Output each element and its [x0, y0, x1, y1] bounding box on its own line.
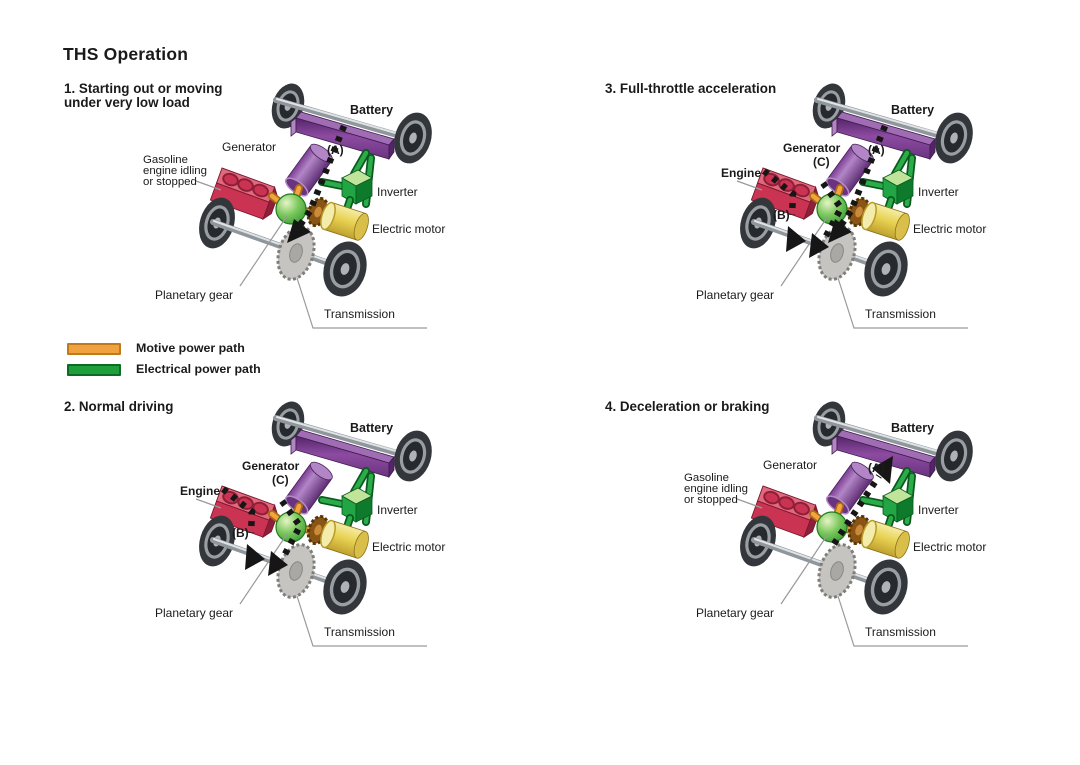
label-battery: Battery: [350, 103, 394, 117]
legend: [67, 341, 327, 383]
label-battery: Battery: [891, 421, 935, 435]
label-battery: Battery: [350, 421, 394, 435]
label-electric-motor: Electric motor: [372, 540, 446, 554]
label-path-a: (A): [327, 143, 344, 157]
label-electric-motor: Electric motor: [372, 222, 446, 236]
powertrain-diagram: [541, 318, 1080, 653]
label-battery: Battery: [891, 103, 935, 117]
legend-electrical-row: [67, 362, 327, 383]
label-electric-motor: Electric motor: [913, 222, 987, 236]
label-transmission: Transmission: [865, 625, 936, 639]
label-generator: Generator: [763, 458, 818, 472]
label-generator: Generator: [222, 140, 277, 154]
label-engine: Engine: [721, 166, 762, 180]
panel-1-starting-out: [0, 0, 539, 321]
panel-heading-line1: 1. Starting out or moving: [64, 81, 223, 96]
panel-heading: 4. Deceleration or braking: [605, 399, 770, 414]
label-generator: Generator: [242, 459, 300, 473]
label-planetary-gear: Planetary gear: [696, 288, 775, 302]
panel-heading: [64, 82, 222, 110]
label-path-b: (B): [773, 208, 790, 222]
panel-heading-line2: under very low load: [64, 95, 190, 110]
label-path-a: (A): [868, 143, 885, 157]
powertrain-diagram: [0, 0, 539, 335]
label-inverter: Inverter: [377, 503, 418, 517]
label-transmission: Transmission: [324, 625, 395, 639]
label-planetary-gear: Planetary gear: [696, 606, 775, 620]
label-inverter: Inverter: [918, 185, 959, 199]
panel-3-full-throttle: [541, 0, 1080, 321]
motive-power-swatch-icon: [67, 343, 121, 355]
label-planetary-gear: Planetary gear: [155, 288, 234, 302]
label-inverter: Inverter: [918, 503, 959, 517]
label-engine: Engine: [180, 484, 221, 498]
panel-heading: 2. Normal driving: [64, 399, 174, 414]
label-transmission: Transmission: [865, 307, 936, 321]
panel-heading: 3. Full-throttle acceleration: [605, 81, 777, 96]
page-title: THS Operation: [63, 44, 189, 64]
label-path-c: (C): [272, 473, 289, 487]
legend-electrical-label: Electrical power path: [136, 362, 261, 376]
label-transmission: Transmission: [324, 307, 395, 321]
label-gasoline-status: Gasoline engine idling or stopped: [684, 472, 748, 506]
label-path-c: (C): [813, 155, 830, 169]
label-inverter: Inverter: [377, 185, 418, 199]
powertrain-diagram: [541, 0, 1080, 335]
label-generator: Generator: [783, 141, 841, 155]
panel-4-deceleration: [541, 318, 1080, 639]
label-electric-motor: Electric motor: [913, 540, 987, 554]
label-gasoline-status: Gasoline engine idling or stopped: [143, 154, 207, 188]
legend-motive-row: [67, 341, 327, 362]
label-path-b: (B): [232, 526, 249, 540]
legend-motive-label: Motive power path: [136, 341, 245, 355]
label-path-a: (A): [868, 461, 885, 475]
label-planetary-gear: Planetary gear: [155, 606, 234, 620]
electrical-power-swatch-icon: [67, 364, 121, 376]
